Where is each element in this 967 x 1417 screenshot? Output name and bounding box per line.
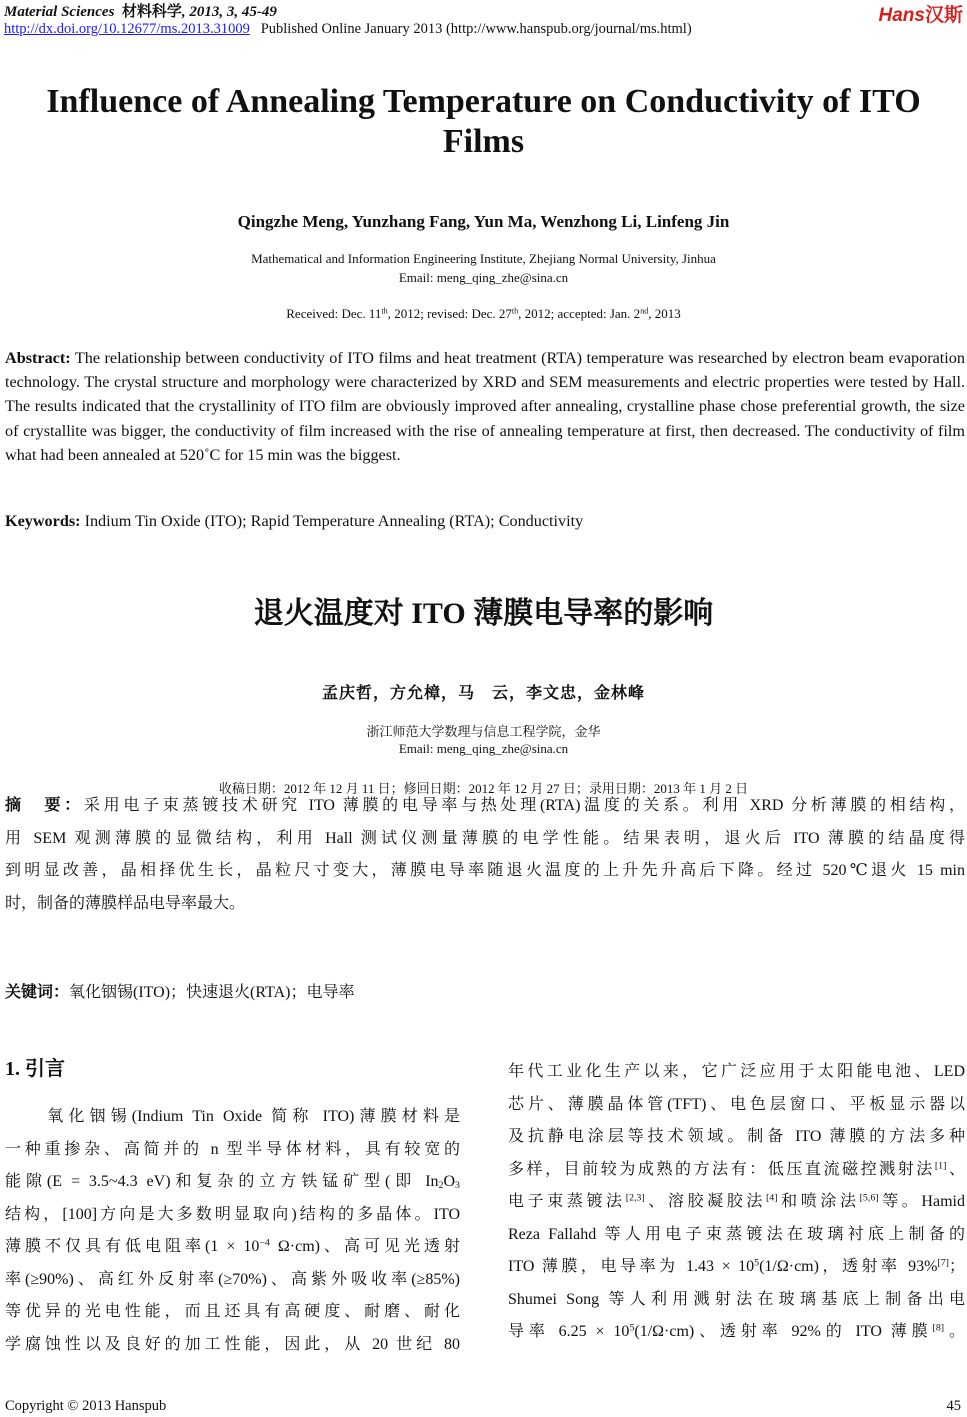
email-cn: Email: meng_qing_zhe@sina.cn [398, 741, 569, 756]
text-line [5, 1264, 460, 1297]
authors: Qingzhe Meng, Yunzhang Fang, Yun Ma, Wenzhong Li, Linfeng Jin [237, 212, 730, 231]
text-segment: 薄膜不仅具有低电阻率(1 × 10 [5, 1238, 260, 1255]
text-segment: O [443, 1173, 456, 1190]
text-line [508, 1316, 965, 1349]
text-segment: 5 [754, 1257, 760, 1269]
text-line [5, 823, 965, 856]
text-line [5, 1134, 460, 1167]
text-segment: 一种重掺杂、高简并的 n 型半导体材料，具有较宽的 [5, 1140, 460, 1158]
text-segment: Shumei Song 等人利用溅射法在玻璃基底上制备出电 [508, 1290, 965, 1308]
received-dates [0, 306, 967, 322]
text-line [5, 1101, 460, 1134]
doi-link[interactable]: http://dx.doi.org/10.12677/ms.2013.31009 [4, 21, 250, 37]
text-segment: ； [948, 1258, 965, 1275]
text-line [5, 1329, 460, 1362]
left-column-text [5, 1101, 460, 1361]
text-line [508, 1251, 965, 1284]
keywords-text-cn: 氧化铟锡(ITO)；快速退火(RTA)；电导率 [69, 984, 355, 1001]
affiliation-cn: 浙江师范大学数理与信息工程学院，金华 [366, 724, 601, 739]
text-segment: 芯片、薄膜晶体管(TFT)、电色层窗口、平板显示器以 [508, 1095, 965, 1113]
paper-title-cn: 退火温度对 ITO 薄膜电导率的影响 [253, 597, 714, 630]
keywords-text: Indium Tin Oxide (ITO); Rapid Temperature Annealing (RTA); Conductivity [80, 512, 584, 530]
text-segment: [2,3] [625, 1192, 645, 1204]
text-segment: 。 [944, 1323, 965, 1340]
text-segment: 等。Hamid [878, 1193, 965, 1210]
abstract [5, 346, 965, 467]
text-segment: Received: Dec. 11 [286, 306, 382, 321]
keywords-label-cn: 关键词： [5, 984, 70, 1001]
text-line [5, 888, 965, 921]
text-segment: Reza Fallahd 等人用电子束蒸镀法在玻璃衬底上制备的 [508, 1225, 965, 1243]
journal-name-cn: 材料科学 [121, 4, 182, 20]
text-segment: 2 [438, 1179, 444, 1191]
text-line [5, 1231, 460, 1264]
keywords-cn [5, 979, 354, 1002]
journal-name: Material Sciences [4, 4, 115, 20]
hans-logo [879, 0, 963, 27]
text-segment: [1] [934, 1160, 947, 1172]
text-segment: , 2013 [648, 306, 681, 321]
text-line [508, 1284, 965, 1317]
text-segment: 3 [455, 1179, 460, 1191]
text-line [508, 1089, 965, 1122]
text-segment: nd [640, 306, 649, 316]
text-segment: 、 [946, 1160, 965, 1178]
text-segment: [7] [937, 1257, 949, 1269]
text-segment: 结构，[100]方向是大多数明显取向)结构的多晶体。ITO [5, 1205, 460, 1223]
text-segment: 时，制备的薄膜样品电导率最大。 [5, 894, 246, 912]
text-line [508, 1056, 965, 1089]
abstract-label: Abstract: [5, 349, 71, 367]
right-column-text [508, 1056, 965, 1349]
keywords [5, 512, 583, 531]
text-line [5, 855, 965, 888]
text-line [5, 1296, 460, 1329]
text-segment: [8] [932, 1322, 945, 1334]
affiliation: Mathematical and Information Engineering Institute, Zhejiang Normal University, Jinhua [251, 251, 716, 266]
text-segment: Ω·cm)、高可见光透射 [269, 1238, 460, 1255]
text-line [508, 1186, 965, 1219]
logo-text: Hans [878, 5, 925, 26]
published-online: Published Online January 2013 (http://www.hanspub.org/journal/ms.html) [260, 21, 692, 37]
text-segment: (1/Ω·cm)，透射率 93% [759, 1258, 938, 1275]
text-segment: th [511, 306, 519, 316]
journal-issue: , 2013, 3, 45-49 [181, 4, 277, 20]
text-segment: 氧化铟锡(Indium Tin Oxide 简称 ITO)薄膜材料是 [5, 1108, 460, 1125]
text-segment: 等优异的光电性能，而且还具有高硬度、耐磨、耐化 [5, 1303, 460, 1320]
text-segment: 能隙(E = 3.5~4.3 eV)和复杂的立方铁锰矿型(即 In [5, 1173, 439, 1190]
abstract-text: The relationship between conductivity of ITO films and heat treatment (RTA) temperature was researched by electron beam evaporation technology. The crystal structure and morphology were characterized by XRD and SEM measurements and electric properties were tested by Hall. The results indicated that the crystallinity of ITO film are obviously improved after annealing, crystalline phase chose preferential growth, the size of crystallite was bigger, the conductivity of film increased with the rise of annealing temperature at first, then decreased. The conductivity of film what had been annealed at 520˚C for 15 min was the biggest. [5, 349, 965, 464]
text-segment: [5,6] [859, 1192, 879, 1204]
text-segment: th [381, 306, 388, 316]
text-line [508, 1154, 965, 1187]
text-segment: 、溶胶凝胶法 [644, 1193, 766, 1210]
paper-title: Influence of Annealing Temperature on Conductivity of ITO Films [46, 83, 921, 160]
authors-cn: 孟庆哲，方允樟，马 云，李文忠，金林峰 [321, 685, 645, 702]
text-segment: 摘 要： [5, 797, 84, 814]
text-segment: 年代工业化生产以来，它广泛应用于太阳能电池、LED [508, 1063, 965, 1080]
text-segment: 电子束蒸镀法 [508, 1193, 626, 1210]
keywords-label: Keywords: [5, 512, 81, 530]
text-segment: , 2012; accepted: Jan. 2 [518, 306, 641, 321]
dates-cn: 收稿日期：2012 年 12 月 11 日；修回日期：2012 年 12 月 27 日；录用日期：2013 年 1 月 2 日 [218, 781, 749, 796]
logo-text-cn: 汉斯 [924, 5, 963, 26]
text-segment: 学腐蚀性以及良好的加工性能，因此，从 20 世纪 80 [5, 1335, 460, 1353]
text-line [508, 1121, 965, 1154]
text-segment: 及抗静电涂层等技术领域。制备 ITO 薄膜的方法多种 [508, 1128, 965, 1145]
text-segment: (1/Ω·cm)、透射率 92%的 ITO 薄膜 [634, 1323, 933, 1340]
text-segment: 导率 6.25 × 10 [508, 1323, 630, 1340]
journal-citation [4, 0, 277, 21]
text-line [5, 1166, 460, 1199]
text-segment: 多样，目前较为成熟的方法有：低压直流磁控溅射法 [508, 1160, 935, 1178]
text-segment: −4 [259, 1237, 270, 1249]
text-segment: 用 SEM 观测薄膜的显微结构，利用 Hall 测试仪测量薄膜的电学性能。结果表明，退火后 ITO 薄膜的结晶度得 [5, 829, 965, 847]
text-segment: 率(≥90%)、高红外反射率(≥70%)、高紫外吸收率(≥85%) [5, 1270, 460, 1288]
text-segment: 采用电子束蒸镀技术研究 ITO 薄膜的电导率与热处理(RTA)温度的关系。利用 XRD 分析薄膜的相结构， [83, 797, 965, 814]
text-line [508, 1219, 965, 1252]
publication-line [4, 21, 692, 38]
copyright: Copyright © 2013 Hanspub [5, 1398, 167, 1414]
text-segment: 和喷涂法 [777, 1193, 860, 1210]
text-segment: , 2012; revised: Dec. 27 [387, 306, 512, 321]
section-heading: 1. 引言 [5, 1058, 65, 1080]
text-segment: ITO 薄膜，电导率为 1.43 × 10 [508, 1258, 755, 1275]
page-number: 45 [946, 1398, 961, 1414]
abstract-cn [5, 790, 965, 920]
text-line [5, 790, 965, 823]
email: Email: meng_qing_zhe@sina.cn [398, 270, 569, 285]
text-segment: [4] [765, 1192, 778, 1204]
text-line [5, 1199, 460, 1232]
text-segment: 5 [629, 1322, 635, 1334]
text-segment: 到明显改善，晶相择优生长，晶粒尺寸变大，薄膜电导率随退火温度的上升先升高后下降。经过 520℃退火 15 min [5, 862, 965, 879]
